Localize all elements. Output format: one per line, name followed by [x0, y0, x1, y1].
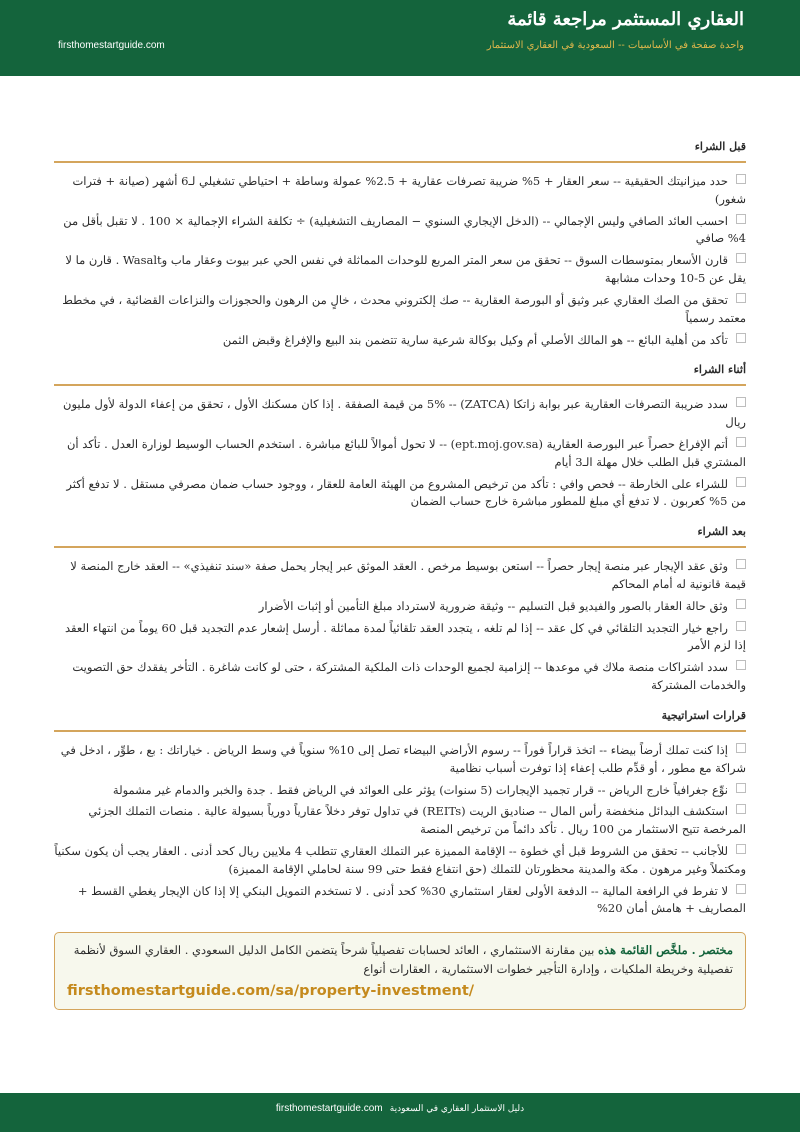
checklist-item [54, 292, 746, 328]
checklist-item [54, 558, 746, 594]
checklist-item [54, 213, 746, 249]
checklist-item-text: احسب العائد الصافي وليس الإجمالي -- (الدخل الإيجاري السنوي − المصاريف التشغيلية) ÷ تكلفة الشراء الإجمالية × 100 . لا تقبل بأقل من 4% صافي [63, 213, 746, 246]
checkbox[interactable] [736, 477, 746, 487]
checklist-item-text: وثق حالة العقار بالصور والفيديو قبل التسليم -- وثيقة ضرورية لاسترداد مبلغ التأمين أو إثبات الأضرار [258, 598, 728, 613]
footer-bar [0, 1093, 800, 1132]
guide-link[interactable]: firsthomestartguide.com/sa/property-investment/ [67, 982, 475, 999]
checklist-item [54, 782, 746, 800]
checklist-item [54, 843, 746, 879]
checkbox[interactable] [736, 660, 746, 670]
checklist-item [54, 252, 746, 288]
section-divider [54, 730, 746, 732]
checklist-item [54, 620, 746, 656]
footer-line [0, 1103, 800, 1114]
checkbox[interactable] [736, 743, 746, 753]
checklist-item-text: تحقق من الصك العقاري عبر وثيق أو البورصة العقارية -- صك إلكتروني محدث ، خالٍ من الرهون والحجوزات والنزاعات القضائية ، في مخطط معتمد رسمياً [62, 292, 746, 325]
page-subtitle: واحدة صفحة في الأساسيات -- السعودية في العقاري الاستثمار [486, 40, 744, 51]
checkbox[interactable] [736, 437, 746, 447]
summary-note-box [54, 932, 746, 1010]
checklist-item-text: استكشف البدائل منخفضة رأس المال -- صناديق الريت (REITs) في تداول توفر دخلاً عقارياً دورياً بسيولة عالية . منصات التملك الجزئي المرخصة تتيح الاستثمار من 100 ريال . تأكد دائماً من ترخيص المنصة [88, 804, 746, 837]
checklist-item-text: نوِّع جغرافياً خارج الرياض -- قرار تجميد الإيجارات (5 سنوات) يؤثر على العوائد في الرياض فقط . جدة والخبر والدمام غير مشمولة [112, 782, 728, 797]
checklist-item-text: وثق عقد الإيجار عبر منصة إيجار حصراً -- استعن بوسيط مرخص . العقد الموثق عبر إيجار يحمل صفة «سند تنفيذي» -- العقد خارج المنصة لا قيمة قانونية له أمام المحاكم [70, 559, 746, 591]
checklist-item-text: سدد ضريبة التصرفات العقارية عبر بوابة زاتكا (ZATCA) -- 5% من قيمة الصفقة . إذا كان مسكنك الأول ، تحقق من إعفاء الدولة لأول مليون ريال [63, 397, 746, 430]
section-after-purchase [54, 525, 746, 695]
section-strategic-decisions [54, 709, 746, 918]
section-title: بعد الشراء [697, 525, 746, 539]
checkbox[interactable] [736, 884, 746, 894]
checklist-item [54, 883, 746, 919]
checklist-item [54, 332, 746, 350]
checklist-item [54, 659, 746, 695]
header-site-link[interactable]: firsthomestartguide.com [58, 40, 165, 51]
checkbox[interactable] [736, 599, 746, 609]
checkbox[interactable] [736, 621, 746, 631]
checkbox[interactable] [736, 174, 746, 184]
checklist-item-text: قارن الأسعار بمتوسطات السوق -- تحقق من سعر المتر المربع للوحدات المماثلة في نفس الحي عبر بيوت وعقار ماب وWasalt . قارن ما لا يقل عن 5-10 وحدات مشابهة [65, 253, 746, 286]
section-title: أثناء الشراء [693, 363, 746, 377]
checklist-item [54, 173, 746, 209]
checkbox[interactable] [736, 333, 746, 343]
checklist-item-text: سدد اشتراكات منصة ملاك في موعدها -- إلزامية لجميع الوحدات ذات الملكية المشتركة ، حتى لو كانت شاغرة . التأخر يفقدك حق التصويت والخدمات المشتركة [72, 660, 746, 693]
section-title: قبل الشراء [694, 140, 746, 153]
checkbox[interactable] [736, 844, 746, 854]
section-divider [54, 161, 746, 163]
checklist-item [54, 396, 746, 432]
checklist-item-text: حدد ميزانيتك الحقيقية -- سعر العقار + 5% ضريبة تصرفات عقارية + 2.5% عمولة وساطة + احتياطي تشغيلي لـ6 أشهر (صيانة + فترات شغور) [72, 174, 746, 206]
section-divider [54, 384, 746, 386]
section-title: قرارات استراتيجية [661, 708, 746, 722]
checklist-item-text: للشراء على الخارطة -- فحص وافي : تأكد من ترخيص المشروع من الهيئة العامة للعقار ، ووجود حساب ضمان مصرفي مستقل . لا تدفع أكثر من 5% كعربون . لا تدفع أي مبلغ للمطور مباشرة خارج حساب الضمان [66, 476, 746, 509]
checkbox[interactable] [736, 293, 746, 303]
checkbox[interactable] [736, 214, 746, 224]
checklist-item [54, 476, 746, 512]
checklist-item [54, 742, 746, 778]
note-highlight: مختصر . ملخَّص القائمة هذه [597, 943, 733, 958]
checklist-item [54, 803, 746, 839]
header-bar [0, 0, 800, 76]
checklist-item [54, 598, 746, 616]
checklist-item-text: أتم الإفراغ حصراً عبر البورصة العقارية (ept.moj.gov.sa) -- لا تحول أموالاً للبائع مباشرة . استخدم الحساب الوسيط لوزارة العدل . تأكد أن المشتري قبل الطلب خلال مهلة الـ3 أيام [66, 436, 746, 469]
checklist-item-text: راجع خيار التجديد التلقائي في كل عقد -- إذا لم تلغه ، يتجدد العقد تلقائياً لمدة مماثلة . أرسل إشعار عدم التجديد قبل 60 يوماً من انتهاء العقد إذا لزم الأمر [65, 620, 746, 653]
section-before-purchase [54, 140, 746, 349]
checkbox[interactable] [736, 783, 746, 793]
checklist-content [54, 140, 746, 1010]
footer-site-link[interactable]: firsthomestartguide.com [275, 1103, 383, 1114]
note-text: بين مقارنة الاستثماري ، العائد لحسابات تفصيلياً شرحاً يتضمن الكامل الدليل السعودي . العقاري السوق لأنظمة تفصيلية وخريطة الملكيات ، وإدارة التأجير خطوات الاستثمارية ، العقارات أنواع [73, 943, 733, 976]
footer-text: دليل الاستثمار العقاري في السعودية [389, 1104, 525, 1114]
checkbox[interactable] [736, 559, 746, 569]
checklist-item [54, 436, 746, 472]
section-during-purchase [54, 363, 746, 511]
checklist-item-text: لا تفرط في الرافعة المالية -- الدفعة الأولى لعقار استثماري 30% كحد أدنى . لا تستخدم التمويل البنكي إلا إذا كان الإيجار يغطي القسط + المصاريف + هامش أمان 20% [77, 883, 746, 916]
checklist-item-text: تأكد من أهلية البائع -- هو المالك الأصلي أم وكيل بوكالة شرعية سارية تتضمن بند البيع والإفراغ وقبض الثمن [222, 332, 728, 347]
checkbox[interactable] [736, 804, 746, 814]
checkbox[interactable] [736, 397, 746, 407]
checklist-item-text: إذا كنت تملك أرضاً بيضاء -- اتخذ قراراً فوراً -- رسوم الأراضي البيضاء تصل إلى 10% سنوياً في وسط الرياض . خياراتك : بع ، طوِّر ، ادخل في شراكة مع مطور ، أو قدِّم طلب إعفاء إذا توفرت أسباب نظامية [60, 742, 746, 775]
section-divider [54, 546, 746, 548]
checkbox[interactable] [736, 253, 746, 263]
page-title: العقاري المستثمر مراجعة قائمة [507, 9, 744, 30]
checklist-item-text: للأجانب -- تحقق من الشروط قبل أي خطوة -- الإقامة المميزة عبر التملك العقاري تتطلب 4 ملايين ريال كحد أدنى . العقار يجب أن يكون سكنياً ومكتملاً وغير مرهون . مكة والمدينة محظورتان للتملك (حق انتفاع فقط حتى 99 سنة لحاملي الإقامة المميزة) [54, 843, 746, 876]
